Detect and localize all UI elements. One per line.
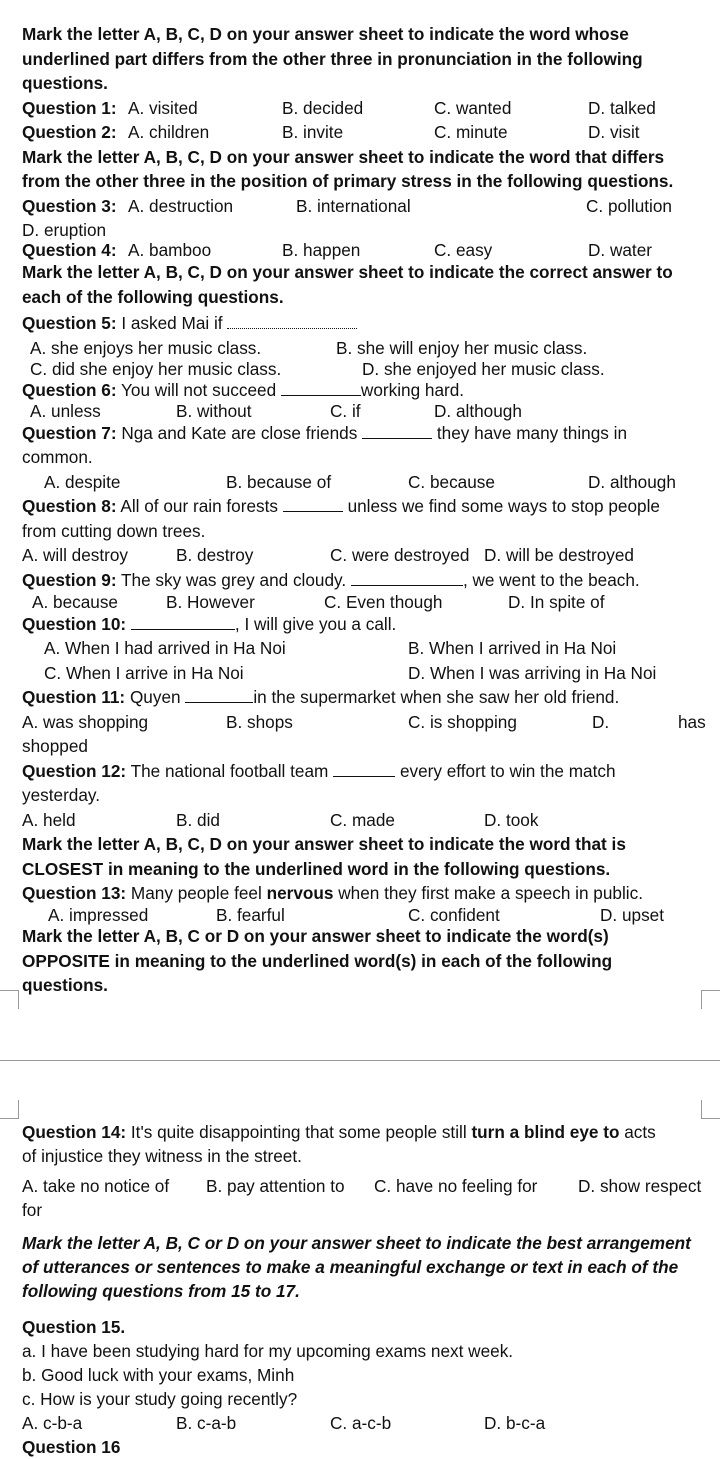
instruction-stress-line-1: Mark the letter A, B, C, D on your answer sheet to indicate the word that differs <box>22 146 665 167</box>
question-12-option-d: D. took <box>484 809 539 830</box>
question-12-blank <box>333 762 395 777</box>
question-3-option-c: C. pollution <box>586 195 672 216</box>
question-3-option-a: A. destruction <box>128 195 234 216</box>
question-9-option-a: A. because <box>32 591 118 612</box>
question-11-label: Question 11: <box>22 687 126 707</box>
question-11-stem-part-2: in the supermarket when she saw her old friend. <box>253 687 620 707</box>
question-6-option-a: A. unless <box>30 400 101 421</box>
question-6-stem-part-2: working hard. <box>360 379 465 400</box>
question-12-option-b: B. did <box>176 809 220 830</box>
question-7-option-c: C. because <box>408 471 495 492</box>
question-6-option-b: B. without <box>176 400 252 421</box>
question-12-option-c: C. made <box>330 809 395 830</box>
question-14-option-d: D. show respect <box>578 1176 702 1196</box>
question-15-utterance-b: b. Good luck with your exams, Minh <box>22 1365 295 1385</box>
question-8-option-c: C. were destroyed <box>330 545 470 565</box>
instruction-pronunciation-line-1: Mark the letter A, B, C, D on your answer sheet to indicate the word whose <box>22 24 629 44</box>
question-8-option-b: B. destroy <box>176 545 254 565</box>
question-10-label: Question 10: <box>22 613 127 634</box>
instruction-correct-answer-line-1: Mark the letter A, B, C, D on your answer sheet to indicate the correct answer to <box>22 262 673 282</box>
question-5-row-ab <box>22 336 712 357</box>
question-7-wrap: common. <box>22 447 93 467</box>
question-8-stem-part-2: unless we find some ways to stop people <box>347 496 660 516</box>
question-7 <box>22 421 712 446</box>
instruction-arrangement-line-3: following questions from 15 to 17. <box>22 1281 300 1301</box>
question-4 <box>22 238 712 260</box>
question-5-option-a: A. she enjoys her music class. <box>30 337 262 358</box>
question-5-label: Question 5: <box>22 313 117 333</box>
question-11-blank <box>185 688 253 703</box>
question-8 <box>22 494 712 519</box>
question-4-option-d: D. water <box>588 240 652 260</box>
question-13-stem-part-1: Many people feel <box>130 883 262 903</box>
question-13-option-c: C. confident <box>408 905 500 925</box>
question-11-options <box>22 710 712 735</box>
question-9-blank <box>351 571 463 586</box>
question-8-blank <box>283 497 343 512</box>
crop-mark-bottom-right <box>701 1100 720 1119</box>
question-12-label: Question 12: <box>22 760 127 781</box>
question-5-option-b: B. she will enjoy her music class. <box>336 337 588 358</box>
question-3-option-b: B. international <box>296 195 411 216</box>
crop-mark-top-left <box>0 990 19 1009</box>
question-11-option-d-text: has <box>678 711 706 732</box>
question-14 <box>22 1120 712 1144</box>
question-13 <box>22 881 712 903</box>
question-10-option-b: B. When I arrived in Ha Noi <box>408 638 617 658</box>
question-5-stem: I asked Mai if <box>121 313 223 333</box>
question-14-key-phrase: turn a blind eye to <box>471 1122 620 1142</box>
question-6 <box>22 378 712 399</box>
question-8-wrap: from cutting down trees. <box>22 520 206 541</box>
question-9-stem-part-2: , we went to the beach. <box>462 569 640 590</box>
question-15-label: Question 15. <box>22 1317 126 1337</box>
question-12-option-a: A. held <box>22 809 76 830</box>
question-10 <box>22 612 712 637</box>
question-11-stem-part-1: Quyen <box>129 687 181 707</box>
instruction-pronunciation-line-3: questions. <box>22 73 108 93</box>
question-12 <box>22 759 712 784</box>
question-10-stem: , I will give you a call. <box>234 613 397 634</box>
question-12-stem-part-2: every effort to win the match <box>399 760 616 781</box>
question-4-option-b: B. happen <box>282 240 361 260</box>
instruction-opposite-line-1: Mark the letter A, B, C or D on your answer sheet to indicate the word(s) <box>22 926 609 946</box>
question-15-utterance-a: a. I have been studying hard for my upcoming exams next week. <box>22 1341 514 1361</box>
question-13-stem-part-2: when they first make a speech in public. <box>338 883 643 903</box>
instruction-arrangement-line-1: Mark the letter A, B, C or D on your answer sheet to indicate the best arrangement <box>22 1233 691 1253</box>
question-14-stem-part-1: It's quite disappointing that some people still <box>130 1122 467 1142</box>
question-12-stem-part-1: The national football team <box>130 760 329 781</box>
question-13-option-d: D. upset <box>600 905 665 925</box>
question-8-stem-part-1: All of our rain forests <box>120 496 278 516</box>
question-1-option-b: B. decided <box>282 97 364 118</box>
question-15-option-c: C. a-c-b <box>330 1413 392 1433</box>
question-8-label: Question 8: <box>22 496 117 516</box>
question-10-option-d: D. When I was arriving in Ha Noi <box>408 662 657 683</box>
question-2-option-a: A. children <box>128 122 210 142</box>
question-5-option-d: D. she enjoyed her music class. <box>362 358 605 379</box>
question-14-wrap-2: for <box>22 1200 43 1220</box>
question-11-option-c: C. is shopping <box>408 711 517 732</box>
question-15-utterance-c: c. How is your study going recently? <box>22 1389 298 1409</box>
question-3-option-d: D. eruption <box>22 220 107 240</box>
question-7-stem-part-1: Nga and Kate are close friends <box>121 422 358 443</box>
instruction-opposite-line-3: questions. <box>22 975 108 995</box>
question-5-row-cd <box>22 357 712 378</box>
question-6-option-d: D. although <box>434 400 522 421</box>
instruction-opposite-line-2: OPPOSITE in meaning to the underlined word(s) in each of the following <box>22 950 613 971</box>
question-10-row-cd <box>22 661 712 686</box>
question-3-label: Question 3: <box>22 195 117 216</box>
question-13-option-a: A. impressed <box>48 905 149 925</box>
question-7-options <box>22 470 712 495</box>
instruction-closest-line-1: Mark the letter A, B, C, D on your answer sheet to indicate the word that is <box>22 834 626 854</box>
question-15-option-b: B. c-a-b <box>176 1413 237 1433</box>
question-14-option-c: C. have no feeling for <box>374 1176 538 1196</box>
worksheet-page-2 <box>22 1120 712 1459</box>
question-5 <box>22 311 712 336</box>
question-7-stem-part-2: they have many things in <box>436 422 628 443</box>
instruction-closest-line-2: CLOSEST in meaning to the underlined word in the following questions. <box>22 858 611 879</box>
question-1 <box>22 96 712 121</box>
question-14-option-a: A. take no notice of <box>22 1176 170 1196</box>
question-7-label: Question 7: <box>22 422 117 443</box>
question-15-option-d: D. b-c-a <box>484 1413 546 1433</box>
question-9-label: Question 9: <box>22 569 117 590</box>
question-10-row-ab <box>22 636 712 661</box>
question-4-option-a: A. bamboo <box>128 240 212 260</box>
question-2-option-c: C. minute <box>434 122 508 142</box>
question-12-options <box>22 808 712 833</box>
question-13-options <box>22 903 712 924</box>
question-10-option-c: C. When I arrive in Ha Noi <box>44 662 244 683</box>
question-9-option-c: C. Even though <box>324 591 443 612</box>
question-3 <box>22 194 712 219</box>
instruction-stress-line-2: from the other three in the position of primary stress in the following questions. <box>22 171 674 191</box>
question-6-label: Question 6: <box>22 379 117 400</box>
question-11-option-d: D. <box>592 711 610 732</box>
question-8-option-a: A. will destroy <box>22 545 129 565</box>
question-7-blank <box>362 424 432 439</box>
question-7-option-d: D. although <box>588 471 676 492</box>
question-15-options <box>22 1411 712 1435</box>
question-9-stem-part-1: The sky was grey and cloudy. <box>121 569 347 590</box>
page-break-divider <box>0 1060 720 1061</box>
question-5-option-c: C. did she enjoy her music class. <box>30 358 282 379</box>
question-14-wrap: of injustice they witness in the street. <box>22 1146 302 1166</box>
question-14-label: Question 14: <box>22 1122 127 1142</box>
question-6-blank <box>281 381 361 396</box>
question-13-label: Question 13: <box>22 883 127 903</box>
question-5-blank <box>227 314 357 329</box>
crop-mark-bottom-left <box>0 1100 19 1119</box>
question-14-options <box>22 1174 712 1198</box>
instruction-correct-answer-line-2: each of the following questions. <box>22 286 284 307</box>
question-15-option-a: A. c-b-a <box>22 1413 83 1433</box>
question-9 <box>22 568 712 590</box>
question-13-option-b: B. fearful <box>216 905 285 925</box>
question-2 <box>22 120 712 145</box>
question-1-option-d: D. talked <box>588 97 656 118</box>
question-1-label: Question 1: <box>22 97 117 118</box>
question-7-option-b: B. because of <box>226 471 332 492</box>
question-6-options <box>22 399 712 421</box>
question-4-option-c: C. easy <box>434 240 493 260</box>
question-4-label: Question 4: <box>22 240 117 260</box>
question-1-option-c: C. wanted <box>434 97 512 118</box>
question-14-stem-part-2: acts <box>624 1122 656 1142</box>
question-3-wrap <box>22 218 712 238</box>
question-13-key-word: nervous <box>266 883 334 903</box>
question-10-blank <box>131 615 235 630</box>
question-16-label-partial: Question 16 <box>22 1437 121 1457</box>
question-8-option-d: D. will be destroyed <box>484 545 634 565</box>
question-10-option-a: A. When I had arrived in Ha Noi <box>44 638 286 658</box>
question-2-option-d: D. visit <box>588 122 640 142</box>
question-2-label: Question 2: <box>22 122 117 142</box>
question-6-stem-part-1: You will not succeed <box>121 379 277 400</box>
question-12-wrap: yesterday. <box>22 785 101 805</box>
question-14-option-b: B. pay attention to <box>206 1176 345 1196</box>
question-11-option-a: A. was shopping <box>22 711 149 732</box>
question-6-option-c: C. if <box>330 400 361 421</box>
question-7-option-a: A. despite <box>44 471 121 492</box>
question-11 <box>22 685 712 710</box>
question-9-option-b: B. However <box>166 591 255 612</box>
question-1-option-a: A. visited <box>128 97 198 118</box>
question-9-option-d: D. In spite of <box>508 591 605 612</box>
instruction-arrangement-line-2: of utterances or sentences to make a meaningful exchange or text in each of the <box>22 1257 679 1277</box>
question-9-options <box>22 590 712 612</box>
crop-mark-top-right <box>701 990 720 1009</box>
worksheet-page-1 <box>22 22 712 998</box>
question-11-option-b: B. shops <box>226 711 293 732</box>
question-2-option-b: B. invite <box>282 122 344 142</box>
question-8-options <box>22 543 712 568</box>
question-11-wrap: shopped <box>22 736 88 756</box>
instruction-pronunciation-line-2: underlined part differs from the other three in pronunciation in the following <box>22 48 643 69</box>
